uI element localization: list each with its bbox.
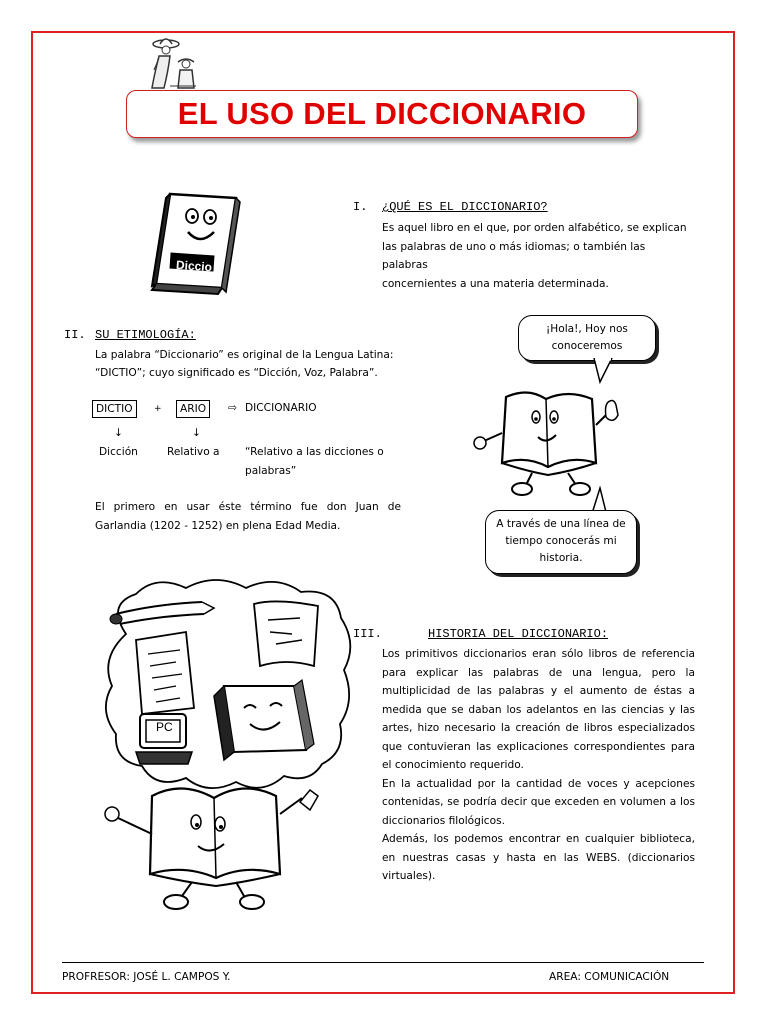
meaning-diccion: Dicción xyxy=(99,446,138,458)
logo-figures-icon xyxy=(140,36,204,92)
text-line: multiplicidad de las palabras y el aumento de éstas a xyxy=(382,685,695,697)
footer-teacher: PROFRESOR: JOSÉ L. CAMPOS Y. xyxy=(62,971,231,983)
section3-numeral: III. xyxy=(353,627,382,641)
text-line: concernientes a una materia determinada. xyxy=(382,277,609,290)
text-line: las palabras de uno o más idiomas; o también las palabras xyxy=(382,240,646,271)
footer-divider xyxy=(62,962,704,963)
formula-arrow: ⇨ xyxy=(228,402,237,414)
section2-line1: La palabra “Diccionario” es original de la Lengua Latina: xyxy=(95,349,394,361)
section3-paragraph xyxy=(382,645,695,886)
bubble-tail xyxy=(592,358,616,384)
book-label: Diccio xyxy=(175,257,213,275)
text-line: virtuales). xyxy=(382,870,436,882)
pc-label: PC xyxy=(156,720,173,734)
formula-result: DICCIONARIO xyxy=(245,402,317,414)
footer-area: AREA: COMUNICACIÓN xyxy=(549,971,670,983)
text-line: que contuvieran las explicaciones correspondientes para xyxy=(382,740,695,753)
section2-numeral: II. xyxy=(64,328,86,342)
down-arrow-icon: ↓ xyxy=(114,427,123,439)
thought-cloud-illustration xyxy=(96,574,358,920)
formula-plus: + xyxy=(154,404,162,414)
book-diccio-illustration xyxy=(148,190,244,298)
walking-book-character xyxy=(468,385,628,501)
speech-bubble-hola: ¡Hola!, Hoy nos conoceremos xyxy=(518,315,656,361)
section2-heading: SU ETIMOLOGÍA: xyxy=(95,328,196,342)
text-line: en nuestras casas y hasta en las WEBS. (diccionarios xyxy=(382,851,695,864)
text-line: El primero en usar éste término fue don Juan de xyxy=(95,501,401,513)
down-arrow-icon: ↓ xyxy=(192,427,201,439)
meaning-relativo: Relativo a xyxy=(167,446,220,458)
formula-dictio: DICTIO xyxy=(92,400,137,418)
page-title: EL USO DEL DICCIONARIO xyxy=(177,96,587,131)
text-line: Es aquel libro en el que, por orden alfabético, se explican xyxy=(382,222,687,234)
text-line: el conocimiento requerido. xyxy=(382,759,524,771)
formula-ario: ARIO xyxy=(176,400,210,418)
text-line: medida que se daban los adelantos en las ciencias y las xyxy=(382,703,695,716)
text-line: contenidas, se podría decir que exceden en volumen a los xyxy=(382,796,695,808)
meaning-relativo-dicciones: “Relativo a las dicciones o palabras” xyxy=(245,446,384,477)
text-line: artes, hizo necesario la creación de libros especializados xyxy=(382,722,695,734)
section2-line2: “DICTIO”; cuyo significado es “Dicción, Voz, Palabra”. xyxy=(95,367,378,379)
text-line: para explicar las palabras de una lengua, pero la xyxy=(382,666,695,679)
text-line: Garlandia (1202 - 1252) en plena Edad Media. xyxy=(95,519,341,532)
text-line: diccionarios filológicos. xyxy=(382,814,505,827)
section1-paragraph xyxy=(382,219,694,293)
speech-bubble-historia: A través de una línea de tiempo conocerás mi historia. xyxy=(485,510,637,574)
section3-heading: HISTORIA DEL DICCIONARIO: xyxy=(428,627,609,641)
section1-numeral: I. xyxy=(353,200,368,214)
section1-heading: ¿QUÉ ES EL DICCIONARIO? xyxy=(382,200,548,214)
text-line: Los primitivos diccionarios eran sólo libros de referencia xyxy=(382,648,695,660)
title-banner xyxy=(126,90,638,138)
text-line: En la actualidad por la cantidad de voces y acepciones xyxy=(382,777,695,790)
text-line: Además, los podemos encontrar en cualquier biblioteca, xyxy=(382,833,695,845)
section2-origin xyxy=(95,498,401,535)
